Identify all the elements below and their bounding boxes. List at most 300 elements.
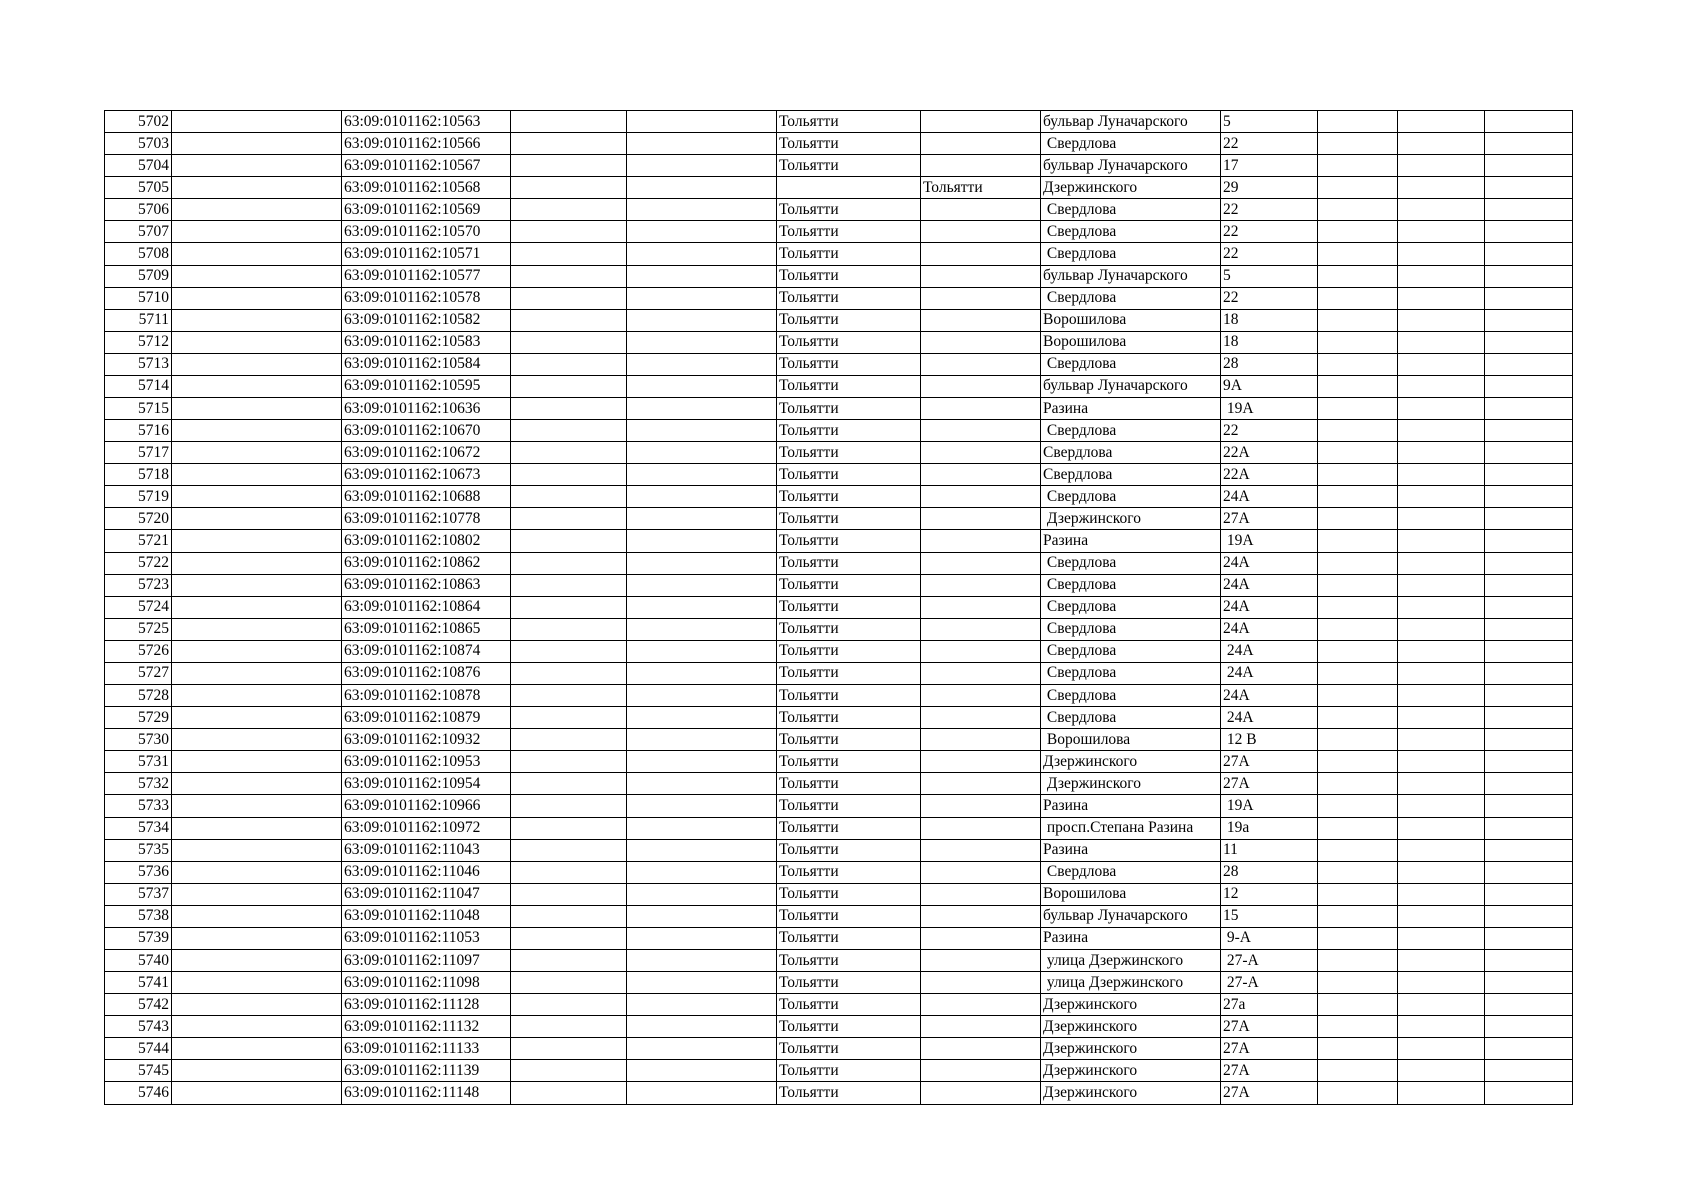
empty-cell bbox=[1485, 486, 1573, 508]
empty-cell bbox=[627, 508, 777, 530]
empty-cell bbox=[1318, 839, 1398, 861]
settlement-cell bbox=[921, 375, 1041, 397]
empty-cell bbox=[172, 133, 342, 155]
empty-cell bbox=[511, 596, 627, 618]
empty-cell bbox=[1398, 1016, 1485, 1038]
empty-cell bbox=[172, 464, 342, 486]
empty-cell bbox=[1318, 905, 1398, 927]
house-number-cell: 27-А bbox=[1221, 949, 1318, 971]
city-cell: Тольятти bbox=[777, 155, 921, 177]
street-cell: Дзержинского bbox=[1041, 773, 1221, 795]
settlement-cell bbox=[921, 773, 1041, 795]
empty-cell bbox=[1398, 265, 1485, 287]
empty-cell bbox=[1318, 685, 1398, 707]
city-cell: Тольятти bbox=[777, 199, 921, 221]
empty-cell bbox=[172, 905, 342, 927]
cadastral-number-cell: 63:09:0101162:10672 bbox=[342, 442, 511, 464]
house-number-cell: 22 bbox=[1221, 133, 1318, 155]
row-number-cell: 5725 bbox=[105, 618, 172, 640]
city-cell: Тольятти bbox=[777, 331, 921, 353]
empty-cell bbox=[1485, 1082, 1573, 1104]
cadastral-number-cell: 63:09:0101162:10578 bbox=[342, 287, 511, 309]
empty-cell bbox=[511, 817, 627, 839]
empty-cell bbox=[1398, 685, 1485, 707]
settlement-cell bbox=[921, 331, 1041, 353]
house-number-cell: 22 bbox=[1221, 243, 1318, 265]
empty-cell bbox=[1398, 375, 1485, 397]
city-cell: Тольятти bbox=[777, 773, 921, 795]
cadastral-number-cell: 63:09:0101162:11043 bbox=[342, 839, 511, 861]
empty-cell bbox=[1485, 707, 1573, 729]
table-row bbox=[105, 111, 1573, 133]
empty-cell bbox=[1398, 464, 1485, 486]
empty-cell bbox=[511, 530, 627, 552]
cadastral-number-cell: 63:09:0101162:10563 bbox=[342, 111, 511, 133]
house-number-cell: 22 bbox=[1221, 221, 1318, 243]
empty-cell bbox=[172, 309, 342, 331]
table-row bbox=[105, 552, 1573, 574]
empty-cell bbox=[1485, 464, 1573, 486]
table-row bbox=[105, 221, 1573, 243]
empty-cell bbox=[627, 265, 777, 287]
row-number-cell: 5704 bbox=[105, 155, 172, 177]
table-row bbox=[105, 795, 1573, 817]
house-number-cell: 15 bbox=[1221, 905, 1318, 927]
table-row bbox=[105, 464, 1573, 486]
empty-cell bbox=[1318, 596, 1398, 618]
empty-cell bbox=[1485, 861, 1573, 883]
cadastral-number-cell: 63:09:0101162:10953 bbox=[342, 751, 511, 773]
settlement-cell bbox=[921, 111, 1041, 133]
empty-cell bbox=[511, 994, 627, 1016]
settlement-cell bbox=[921, 155, 1041, 177]
settlement-cell bbox=[921, 1016, 1041, 1038]
empty-cell bbox=[511, 486, 627, 508]
street-cell: бульвар Луначарского bbox=[1041, 265, 1221, 287]
empty-cell bbox=[1398, 994, 1485, 1016]
empty-cell bbox=[172, 353, 342, 375]
empty-cell bbox=[172, 949, 342, 971]
house-number-cell: 5 bbox=[1221, 111, 1318, 133]
empty-cell bbox=[172, 574, 342, 596]
empty-cell bbox=[172, 618, 342, 640]
empty-cell bbox=[1318, 707, 1398, 729]
city-cell: Тольятти bbox=[777, 707, 921, 729]
empty-cell bbox=[1485, 375, 1573, 397]
house-number-cell: 24А bbox=[1221, 486, 1318, 508]
cadastral-number-cell: 63:09:0101162:10778 bbox=[342, 508, 511, 530]
empty-cell bbox=[1485, 508, 1573, 530]
empty-cell bbox=[172, 243, 342, 265]
table-row bbox=[105, 861, 1573, 883]
empty-cell bbox=[627, 861, 777, 883]
empty-cell bbox=[511, 265, 627, 287]
empty-cell bbox=[1318, 221, 1398, 243]
table-row bbox=[105, 972, 1573, 994]
row-number-cell: 5736 bbox=[105, 861, 172, 883]
empty-cell bbox=[172, 751, 342, 773]
empty-cell bbox=[511, 221, 627, 243]
empty-cell bbox=[1398, 508, 1485, 530]
row-number-cell: 5740 bbox=[105, 949, 172, 971]
empty-cell bbox=[1318, 486, 1398, 508]
empty-cell bbox=[627, 177, 777, 199]
empty-cell bbox=[511, 861, 627, 883]
city-cell: Тольятти bbox=[777, 861, 921, 883]
cadastral-number-cell: 63:09:0101162:11148 bbox=[342, 1082, 511, 1104]
empty-cell bbox=[627, 839, 777, 861]
settlement-cell: Тольятти bbox=[921, 177, 1041, 199]
empty-cell bbox=[1398, 199, 1485, 221]
empty-cell bbox=[511, 729, 627, 751]
street-cell: Свердлова bbox=[1041, 442, 1221, 464]
cadastral-number-cell: 63:09:0101162:11097 bbox=[342, 949, 511, 971]
empty-cell bbox=[627, 530, 777, 552]
cadastral-number-cell: 63:09:0101162:11139 bbox=[342, 1060, 511, 1082]
street-cell: бульвар Луначарского bbox=[1041, 905, 1221, 927]
empty-cell bbox=[1485, 155, 1573, 177]
settlement-cell bbox=[921, 574, 1041, 596]
table-row bbox=[105, 265, 1573, 287]
empty-cell bbox=[1318, 994, 1398, 1016]
empty-cell bbox=[511, 442, 627, 464]
city-cell: Тольятти bbox=[777, 905, 921, 927]
city-cell: Тольятти bbox=[777, 508, 921, 530]
empty-cell bbox=[1398, 640, 1485, 662]
empty-cell bbox=[1398, 353, 1485, 375]
empty-cell bbox=[1485, 596, 1573, 618]
house-number-cell: 28 bbox=[1221, 353, 1318, 375]
empty-cell bbox=[1485, 398, 1573, 420]
cadastral-number-cell: 63:09:0101162:10595 bbox=[342, 375, 511, 397]
empty-cell bbox=[1485, 1016, 1573, 1038]
empty-cell bbox=[1318, 177, 1398, 199]
table-row bbox=[105, 309, 1573, 331]
city-cell: Тольятти bbox=[777, 111, 921, 133]
empty-cell bbox=[1318, 398, 1398, 420]
house-number-cell: 18 bbox=[1221, 309, 1318, 331]
cadastral-number-cell: 63:09:0101162:11047 bbox=[342, 883, 511, 905]
empty-cell bbox=[627, 442, 777, 464]
empty-cell bbox=[172, 883, 342, 905]
empty-cell bbox=[1318, 1060, 1398, 1082]
row-number-cell: 5710 bbox=[105, 287, 172, 309]
empty-cell bbox=[1318, 265, 1398, 287]
street-cell: Разина bbox=[1041, 839, 1221, 861]
empty-cell bbox=[1485, 199, 1573, 221]
city-cell: Тольятти bbox=[777, 596, 921, 618]
table-row bbox=[105, 729, 1573, 751]
empty-cell bbox=[1485, 287, 1573, 309]
empty-cell bbox=[1485, 243, 1573, 265]
row-number-cell: 5715 bbox=[105, 398, 172, 420]
empty-cell bbox=[627, 486, 777, 508]
empty-cell bbox=[511, 1060, 627, 1082]
city-cell: Тольятти bbox=[777, 1060, 921, 1082]
settlement-cell bbox=[921, 442, 1041, 464]
settlement-cell bbox=[921, 596, 1041, 618]
empty-cell bbox=[627, 309, 777, 331]
empty-cell bbox=[627, 972, 777, 994]
row-number-cell: 5724 bbox=[105, 596, 172, 618]
empty-cell bbox=[172, 221, 342, 243]
house-number-cell: 19а bbox=[1221, 817, 1318, 839]
empty-cell bbox=[172, 398, 342, 420]
empty-cell bbox=[1398, 662, 1485, 684]
cadastral-number-cell: 63:09:0101162:10582 bbox=[342, 309, 511, 331]
city-cell: Тольятти bbox=[777, 486, 921, 508]
cadastral-number-cell: 63:09:0101162:10874 bbox=[342, 640, 511, 662]
cadastral-number-cell: 63:09:0101162:10583 bbox=[342, 331, 511, 353]
empty-cell bbox=[511, 949, 627, 971]
row-number-cell: 5727 bbox=[105, 662, 172, 684]
settlement-cell bbox=[921, 287, 1041, 309]
settlement-cell bbox=[921, 729, 1041, 751]
empty-cell bbox=[172, 177, 342, 199]
street-cell: Свердлова bbox=[1041, 640, 1221, 662]
house-number-cell: 24А bbox=[1221, 596, 1318, 618]
cadastral-number-cell: 63:09:0101162:10566 bbox=[342, 133, 511, 155]
row-number-cell: 5719 bbox=[105, 486, 172, 508]
empty-cell bbox=[1398, 1082, 1485, 1104]
row-number-cell: 5728 bbox=[105, 685, 172, 707]
empty-cell bbox=[1398, 420, 1485, 442]
row-number-cell: 5723 bbox=[105, 574, 172, 596]
empty-cell bbox=[1398, 751, 1485, 773]
table-row bbox=[105, 530, 1573, 552]
house-number-cell: 24А bbox=[1221, 685, 1318, 707]
house-number-cell: 27А bbox=[1221, 1038, 1318, 1060]
empty-cell bbox=[1318, 795, 1398, 817]
table-row bbox=[105, 486, 1573, 508]
empty-cell bbox=[1318, 883, 1398, 905]
registry-table bbox=[104, 110, 1573, 1105]
house-number-cell: 5 bbox=[1221, 265, 1318, 287]
settlement-cell bbox=[921, 994, 1041, 1016]
city-cell: Тольятти bbox=[777, 685, 921, 707]
empty-cell bbox=[1485, 618, 1573, 640]
empty-cell bbox=[511, 662, 627, 684]
row-number-cell: 5729 bbox=[105, 707, 172, 729]
empty-cell bbox=[1318, 420, 1398, 442]
house-number-cell: 27А bbox=[1221, 508, 1318, 530]
empty-cell bbox=[1318, 442, 1398, 464]
empty-cell bbox=[511, 199, 627, 221]
empty-cell bbox=[627, 353, 777, 375]
table-row bbox=[105, 751, 1573, 773]
empty-cell bbox=[511, 574, 627, 596]
empty-cell bbox=[511, 508, 627, 530]
empty-cell bbox=[1398, 1060, 1485, 1082]
city-cell: Тольятти bbox=[777, 1016, 921, 1038]
street-cell: Дзержинского bbox=[1041, 1016, 1221, 1038]
table-row bbox=[105, 618, 1573, 640]
empty-cell bbox=[1318, 331, 1398, 353]
street-cell: бульвар Луначарского bbox=[1041, 375, 1221, 397]
empty-cell bbox=[627, 375, 777, 397]
empty-cell bbox=[511, 640, 627, 662]
empty-cell bbox=[172, 199, 342, 221]
house-number-cell: 24А bbox=[1221, 618, 1318, 640]
city-cell: Тольятти bbox=[777, 265, 921, 287]
street-cell: Свердлова bbox=[1041, 420, 1221, 442]
house-number-cell: 11 bbox=[1221, 839, 1318, 861]
street-cell: Свердлова bbox=[1041, 618, 1221, 640]
empty-cell bbox=[1398, 243, 1485, 265]
empty-cell bbox=[511, 883, 627, 905]
table-row bbox=[105, 905, 1573, 927]
street-cell: Свердлова bbox=[1041, 464, 1221, 486]
empty-cell bbox=[627, 574, 777, 596]
empty-cell bbox=[1398, 839, 1485, 861]
empty-cell bbox=[1485, 331, 1573, 353]
house-number-cell: 17 bbox=[1221, 155, 1318, 177]
empty-cell bbox=[1318, 375, 1398, 397]
street-cell: Свердлова bbox=[1041, 552, 1221, 574]
empty-cell bbox=[1485, 265, 1573, 287]
city-cell: Тольятти bbox=[777, 927, 921, 949]
empty-cell bbox=[172, 817, 342, 839]
street-cell: Ворошилова bbox=[1041, 729, 1221, 751]
empty-cell bbox=[172, 994, 342, 1016]
table-row bbox=[105, 353, 1573, 375]
row-number-cell: 5746 bbox=[105, 1082, 172, 1104]
row-number-cell: 5714 bbox=[105, 375, 172, 397]
empty-cell bbox=[1398, 287, 1485, 309]
cadastral-number-cell: 63:09:0101162:10876 bbox=[342, 662, 511, 684]
empty-cell bbox=[511, 375, 627, 397]
empty-cell bbox=[1398, 177, 1485, 199]
street-cell: Свердлова bbox=[1041, 486, 1221, 508]
empty-cell bbox=[1318, 773, 1398, 795]
table-row bbox=[105, 508, 1573, 530]
table-row bbox=[105, 287, 1573, 309]
empty-cell bbox=[1485, 1038, 1573, 1060]
empty-cell bbox=[511, 287, 627, 309]
street-cell: Свердлова bbox=[1041, 199, 1221, 221]
settlement-cell bbox=[921, 817, 1041, 839]
empty-cell bbox=[627, 552, 777, 574]
city-cell: Тольятти bbox=[777, 442, 921, 464]
empty-cell bbox=[627, 155, 777, 177]
row-number-cell: 5713 bbox=[105, 353, 172, 375]
empty-cell bbox=[1318, 199, 1398, 221]
settlement-cell bbox=[921, 751, 1041, 773]
table-row bbox=[105, 817, 1573, 839]
empty-cell bbox=[511, 905, 627, 927]
cadastral-number-cell: 63:09:0101162:10865 bbox=[342, 618, 511, 640]
settlement-cell bbox=[921, 420, 1041, 442]
empty-cell bbox=[1485, 685, 1573, 707]
cadastral-number-cell: 63:09:0101162:11048 bbox=[342, 905, 511, 927]
empty-cell bbox=[172, 111, 342, 133]
row-number-cell: 5702 bbox=[105, 111, 172, 133]
empty-cell bbox=[1318, 574, 1398, 596]
empty-cell bbox=[172, 685, 342, 707]
city-cell: Тольятти bbox=[777, 949, 921, 971]
settlement-cell bbox=[921, 199, 1041, 221]
empty-cell bbox=[511, 309, 627, 331]
empty-cell bbox=[1485, 839, 1573, 861]
empty-cell bbox=[1398, 596, 1485, 618]
empty-cell bbox=[1485, 530, 1573, 552]
street-cell: Дзержинского bbox=[1041, 177, 1221, 199]
city-cell: Тольятти bbox=[777, 994, 921, 1016]
empty-cell bbox=[172, 773, 342, 795]
table-row bbox=[105, 707, 1573, 729]
table-row bbox=[105, 1016, 1573, 1038]
city-cell: Тольятти bbox=[777, 839, 921, 861]
empty-cell bbox=[627, 243, 777, 265]
empty-cell bbox=[1485, 309, 1573, 331]
street-cell: Свердлова bbox=[1041, 707, 1221, 729]
table-row bbox=[105, 375, 1573, 397]
empty-cell bbox=[172, 927, 342, 949]
cadastral-number-cell: 63:09:0101162:10584 bbox=[342, 353, 511, 375]
house-number-cell: 29 bbox=[1221, 177, 1318, 199]
street-cell: Дзержинского bbox=[1041, 994, 1221, 1016]
cadastral-number-cell: 63:09:0101162:11046 bbox=[342, 861, 511, 883]
empty-cell bbox=[627, 662, 777, 684]
table-row bbox=[105, 596, 1573, 618]
table-row bbox=[105, 994, 1573, 1016]
empty-cell bbox=[172, 375, 342, 397]
empty-cell bbox=[627, 905, 777, 927]
empty-cell bbox=[172, 640, 342, 662]
empty-cell bbox=[1485, 111, 1573, 133]
row-number-cell: 5742 bbox=[105, 994, 172, 1016]
empty-cell bbox=[1485, 773, 1573, 795]
empty-cell bbox=[511, 464, 627, 486]
empty-cell bbox=[172, 420, 342, 442]
city-cell: Тольятти bbox=[777, 375, 921, 397]
empty-cell bbox=[627, 1082, 777, 1104]
empty-cell bbox=[1398, 949, 1485, 971]
house-number-cell: 19А bbox=[1221, 530, 1318, 552]
city-cell: Тольятти bbox=[777, 287, 921, 309]
empty-cell bbox=[1485, 751, 1573, 773]
settlement-cell bbox=[921, 353, 1041, 375]
house-number-cell: 24А bbox=[1221, 707, 1318, 729]
city-cell: Тольятти bbox=[777, 530, 921, 552]
street-cell: Разина bbox=[1041, 530, 1221, 552]
empty-cell bbox=[1318, 552, 1398, 574]
empty-cell bbox=[1485, 420, 1573, 442]
empty-cell bbox=[627, 596, 777, 618]
empty-cell bbox=[1318, 729, 1398, 751]
empty-cell bbox=[1318, 464, 1398, 486]
house-number-cell: 27-А bbox=[1221, 972, 1318, 994]
cadastral-number-cell: 63:09:0101162:10864 bbox=[342, 596, 511, 618]
row-number-cell: 5722 bbox=[105, 552, 172, 574]
cadastral-number-cell: 63:09:0101162:11133 bbox=[342, 1038, 511, 1060]
empty-cell bbox=[1398, 331, 1485, 353]
cadastral-number-cell: 63:09:0101162:10577 bbox=[342, 265, 511, 287]
street-cell: Ворошилова bbox=[1041, 309, 1221, 331]
street-cell: Свердлова bbox=[1041, 861, 1221, 883]
empty-cell bbox=[1485, 1060, 1573, 1082]
settlement-cell bbox=[921, 398, 1041, 420]
empty-cell bbox=[627, 420, 777, 442]
street-cell: Дзержинского bbox=[1041, 1082, 1221, 1104]
empty-cell bbox=[1398, 486, 1485, 508]
empty-cell bbox=[172, 508, 342, 530]
empty-cell bbox=[1398, 707, 1485, 729]
empty-cell bbox=[1318, 530, 1398, 552]
empty-cell bbox=[172, 795, 342, 817]
house-number-cell: 27А bbox=[1221, 773, 1318, 795]
city-cell: Тольятти bbox=[777, 883, 921, 905]
